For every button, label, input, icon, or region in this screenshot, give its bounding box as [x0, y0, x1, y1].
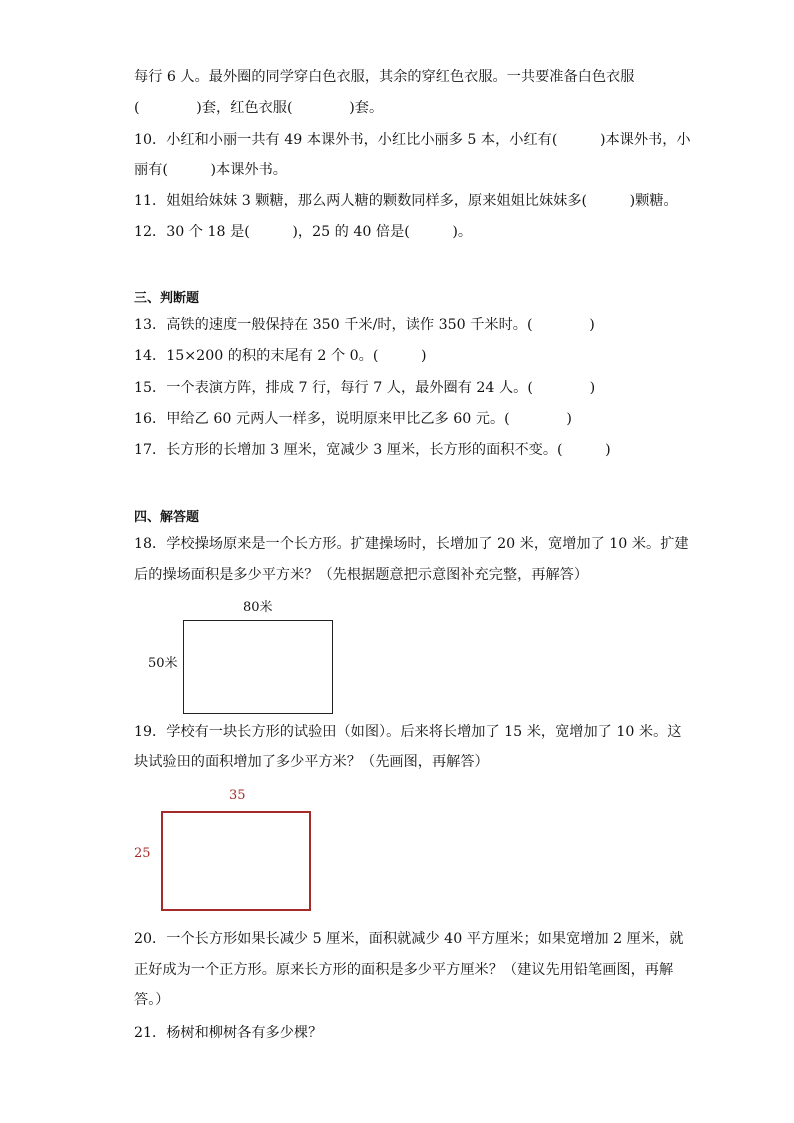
- figure-2-width-label: 35: [229, 788, 246, 803]
- question-10-line-1: 10．小红和小丽一共有 49 本课外书，小红比小丽多 5 本，小红有( )本课外书，小: [134, 132, 691, 148]
- figure-1-rectangle: [183, 620, 333, 714]
- line-continuation-2: ( )套，红色衣服( )套。: [134, 100, 384, 116]
- question-12: 12．30 个 18 是( )，25 的 40 倍是( )。: [134, 224, 473, 240]
- question-14: 14．15×200 的积的末尾有 2 个 0。( ): [134, 348, 427, 364]
- question-15: 15．一个表演方阵，排成 7 行，每行 7 人，最外圈有 24 人。( ): [134, 380, 596, 396]
- section-3-title: 三、判断题: [134, 291, 200, 306]
- figure-1-width-label: 80米: [243, 600, 273, 615]
- question-20-line-1: 20．一个长方形如果长减少 5 厘米，面积就减少 40 平方厘米；如果宽增加 2 厘米，就: [134, 931, 684, 947]
- question-16: 16．甲给乙 60 元两人一样多，说明原来甲比乙多 60 元。( ): [134, 411, 572, 427]
- question-19-line-2: 块试验田的面积增加了多少平方米？（先画图，再解答）: [134, 754, 489, 770]
- line-continuation-1: 每行 6 人。最外圈的同学穿白色衣服，其余的穿红色衣服。一共要准备白色衣服: [134, 69, 635, 85]
- question-11: 11．姐姐给妹妹 3 颗糖，那么两人糖的颗数同样多，原来姐姐比妹妹多( )颗糖。: [134, 193, 678, 209]
- figure-2-height-label: 25: [134, 846, 151, 861]
- question-20-line-2: 正好成为一个正方形。原来长方形的面积是多少平方厘米？（建议先用铅笔画图，再解: [134, 962, 674, 978]
- question-21: 21．杨树和柳树各有多少棵？: [134, 1025, 323, 1041]
- section-4-title: 四、解答题: [134, 510, 200, 525]
- question-13: 13．高铁的速度一般保持在 350 千米/时，读作 350 千米时。( ): [134, 317, 595, 333]
- question-18-line-2: 后的操场面积是多少平方米？（先根据题意把示意图补充完整，再解答）: [134, 567, 589, 583]
- question-20-line-3: 答。）: [134, 992, 170, 1008]
- question-10-line-2: 丽有( )本课外书。: [134, 162, 287, 178]
- question-17: 17．长方形的长增加 3 厘米，宽减少 3 厘米，长方形的面积不变。( ): [134, 442, 611, 458]
- question-19-line-1: 19．学校有一块长方形的试验田（如图）。后来将长增加了 15 米，宽增加了 10 米。这: [134, 724, 682, 740]
- figure-1-height-label: 50米: [148, 656, 178, 671]
- figure-2-rectangle: [161, 811, 311, 911]
- question-18-line-1: 18．学校操场原来是一个长方形。扩建操场时，长增加了 20 米，宽增加了 10 米。扩建: [134, 536, 689, 552]
